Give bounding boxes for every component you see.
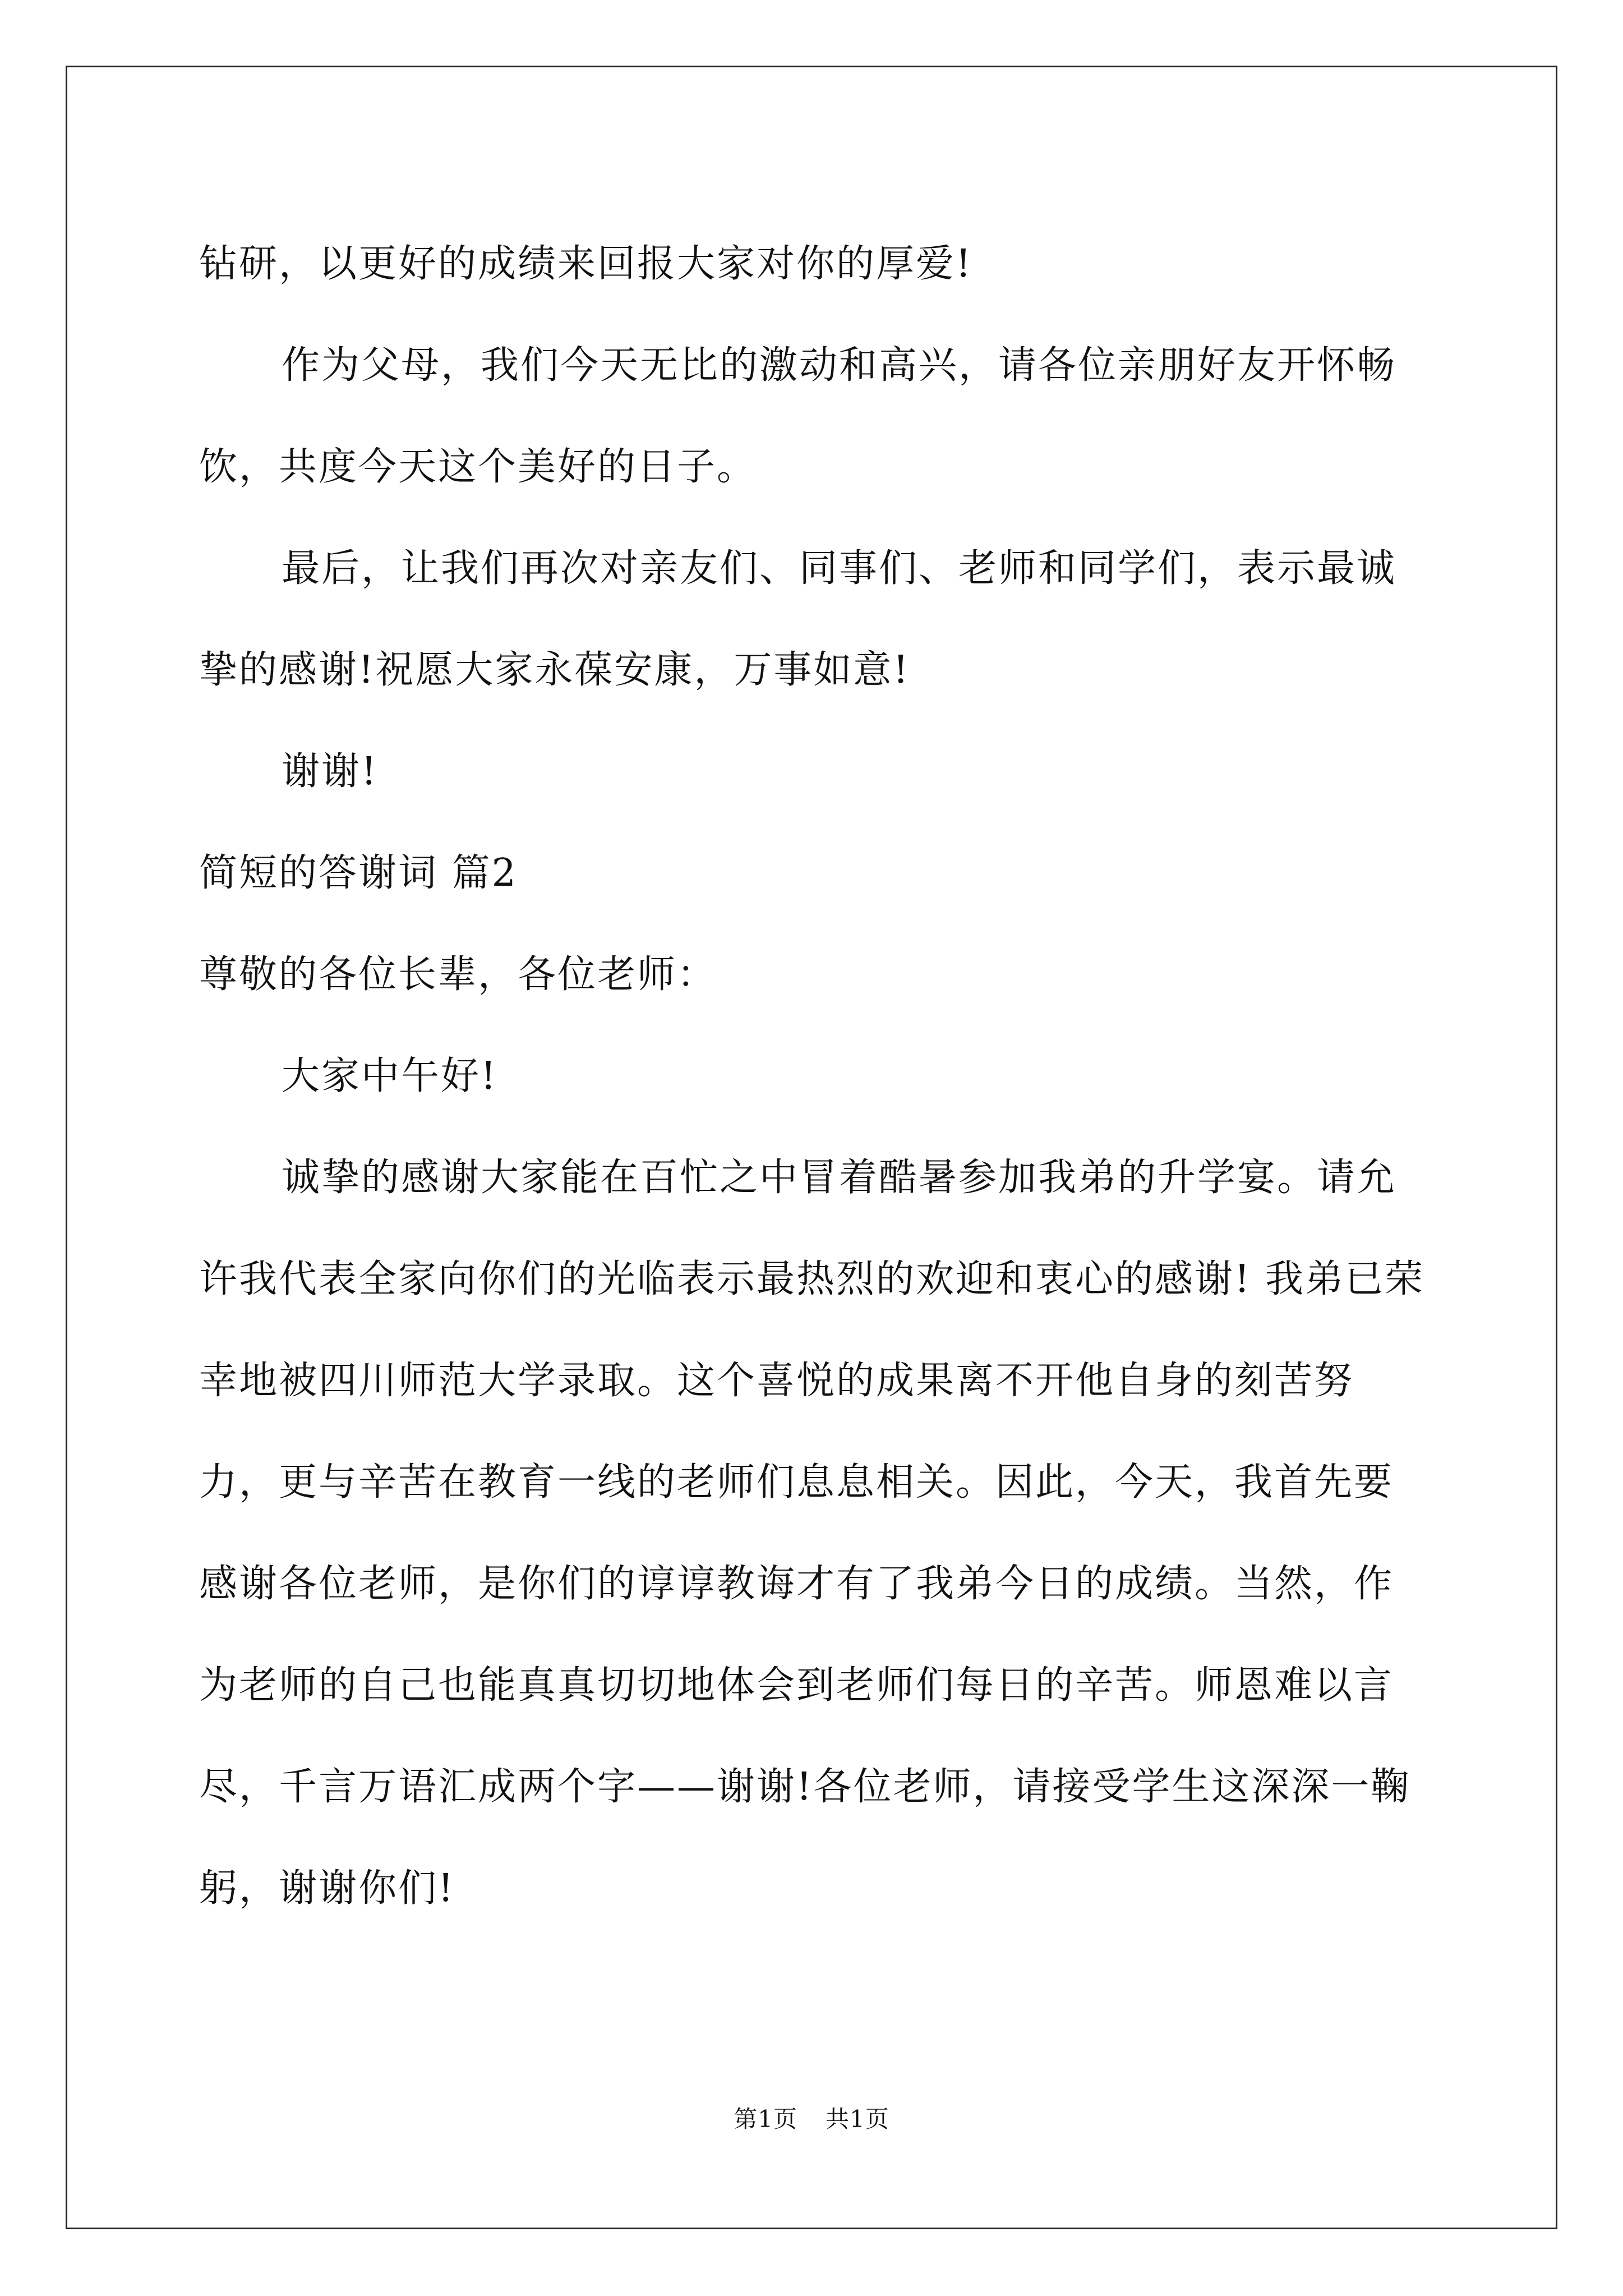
page-footer — [0, 2102, 1623, 2136]
greeting: 大家中午好! — [282, 1054, 498, 1098]
page-number-current: 第1页 — [734, 2105, 797, 2133]
paragraph: 钻研，以更好的成绩来回报大家对你的厚爱! — [199, 242, 973, 286]
paragraph: 作为父母，我们今天无比的激动和高兴，请各位亲朋好友开怀畅饮，共度今天这个美好的日子。 — [199, 343, 1397, 489]
salutation: 尊敬的各位长辈，各位老师： — [199, 953, 717, 997]
paragraph: 最后，让我们再次对亲友们、同事们、老师和同学们，表示最诚挚的感谢!祝愿大家永葆安康，万事如意! — [199, 546, 1397, 692]
document-body — [199, 213, 1427, 1939]
page-number-total: 共1页 — [826, 2105, 889, 2133]
paragraph: 诚挚的感谢大家能在百忙之中冒着酷暑参加我弟的升学宴。请允许我代表全家向你们的光临表示最热烈的欢迎和衷心的感谢! 我弟已荣幸地被四川师范大学录取。这个喜悦的成果离不开他自身的刻苦努力，更与辛苦在教育一线的老师们息息相关。因此，今天，我首先要感谢各位老师，是你们的谆谆教诲才有了我弟今日的成绩。当然，作为老师的自己也能真真切切地体会到老师们每日的辛苦。师恩难以言尽，千言万语汇成两个字——谢谢!各位老师，请接受学生这深深一鞠躬，谢谢你们! — [199, 1156, 1424, 1911]
section-heading: 简短的答谢词 篇2 — [199, 851, 518, 895]
paragraph: 谢谢! — [282, 749, 379, 794]
